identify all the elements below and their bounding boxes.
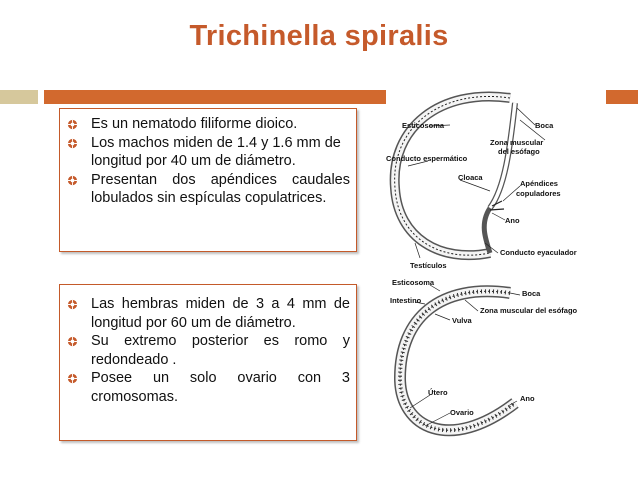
label-zona2-male: del esófago — [498, 147, 540, 156]
list-item-text: Es un nematodo filiforme dioico. — [91, 116, 298, 132]
label-intestino: Intestino — [390, 296, 422, 305]
label-zona-female: Zona muscular del esófago — [480, 306, 578, 315]
list-item — [65, 369, 350, 406]
label-utero: Útero — [428, 388, 448, 397]
bullet-icon — [67, 299, 78, 310]
list-item-text: Presentan dos apéndices caudales lobulados sin espículas copulatrices. — [91, 171, 350, 206]
decorative-bar-left — [0, 90, 38, 104]
label-conducto-espermatico: Conducto espermático — [386, 154, 468, 163]
slide-title: Trichinella spiralis — [189, 20, 449, 52]
list-item — [65, 134, 350, 171]
label-cloaca: Cloaca — [458, 173, 483, 182]
decorative-bar-main — [44, 90, 386, 104]
female-description-box — [59, 284, 357, 441]
male-bullet-list — [65, 115, 350, 208]
list-item — [65, 171, 350, 208]
label-testiculos: Testículos — [410, 261, 447, 270]
label-boca-male: Boca — [535, 121, 554, 130]
bullet-icon — [67, 119, 78, 130]
bullet-icon — [67, 175, 78, 186]
label-apendices2: copuladores — [516, 189, 561, 198]
label-boca-female: Boca — [522, 289, 541, 298]
trichinella-diagram — [380, 88, 620, 468]
female-bullet-list — [65, 295, 350, 406]
list-item-text: Los machos miden de 1.4 y 1.6 mm de longitud por 40 um de diámetro. — [91, 134, 341, 169]
bullet-icon — [67, 336, 78, 347]
bullet-icon — [67, 373, 78, 384]
list-item — [65, 332, 350, 369]
male-description-box — [59, 108, 357, 252]
label-ovario: Ovario — [450, 408, 474, 417]
label-ano-male: Ano — [505, 216, 520, 225]
list-item — [65, 295, 350, 332]
list-item-text: Su extremo posterior es romo y redondeado . — [91, 333, 350, 368]
label-vulva: Vulva — [452, 316, 472, 325]
list-item — [65, 115, 350, 134]
label-ano-female: Ano — [520, 394, 535, 403]
label-conducto-eyaculador: Conducto eyaculador — [500, 248, 577, 257]
label-apendices: Apéndices — [520, 179, 558, 188]
list-item-text: Las hembras miden de 3 a 4 mm de longitud por 60 um de diámetro. — [91, 296, 350, 331]
label-zona-male: Zona muscular — [490, 138, 544, 147]
bullet-icon — [67, 138, 78, 149]
list-item-text: Posee un solo ovario con 3 cromosomas. — [91, 370, 350, 405]
label-esticosoma-male: Esticosoma — [402, 121, 445, 130]
label-esticosoma-female: Esticosoma — [392, 278, 435, 287]
